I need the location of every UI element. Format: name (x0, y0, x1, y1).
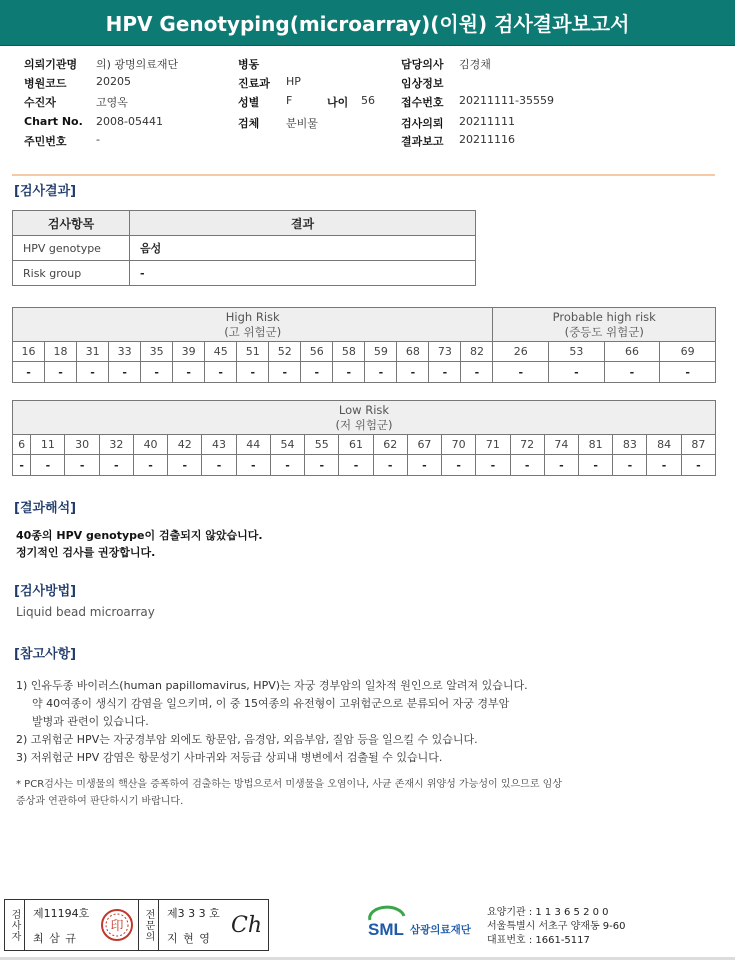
genotype-number: 6 (13, 435, 31, 455)
genotype-number: 72 (510, 435, 544, 455)
inspector-name: 최 삼 규 (33, 931, 77, 945)
probable-risk-title: Probable high risk (552, 309, 656, 324)
genotype-number: 44 (236, 435, 270, 455)
genotype-result-row (13, 455, 716, 476)
low-risk-subtitle: (저 위험군) (335, 417, 393, 432)
genotype-number: 69 (660, 342, 716, 362)
genotype-number: 31 (77, 342, 109, 362)
genotype-result: - (397, 362, 429, 383)
section-title-notes: [참고사항] (14, 647, 77, 662)
genotype-result: - (77, 362, 109, 383)
footnote-line: 증상과 연관하여 판단하시기 바랍니다. (16, 796, 184, 807)
info-row (0, 56, 735, 72)
genotype-number: 71 (476, 435, 510, 455)
genotype-number: 82 (461, 342, 493, 362)
genotype-result: - (493, 362, 549, 383)
org-code: 요양기관 : 1 1 3 6 5 2 0 0 (487, 907, 609, 918)
info-label: 결과보고 (401, 135, 444, 148)
note-item: 2) 고위험군 HPV는 자궁경부암 외에도 항문암, 음경암, 외음부암, 질암 등을 일으킬 수 있습니다. (16, 733, 478, 746)
genotype-result: - (579, 455, 613, 476)
genotype-result: - (13, 455, 31, 476)
info-label: 검사의뢰 (401, 117, 444, 130)
low-risk-table (12, 400, 716, 476)
genotype-result: - (544, 455, 578, 476)
genotype-number-row (13, 435, 716, 455)
info-row (0, 94, 735, 110)
genotype-result: - (613, 455, 647, 476)
info-label: 나이 (327, 96, 349, 109)
result-table (12, 210, 476, 286)
genotype-number: 11 (31, 435, 65, 455)
info-label: 성별 (238, 96, 260, 109)
info-label: 진료과 (238, 77, 270, 90)
genotype-result: - (429, 362, 461, 383)
info-value: 20205 (96, 75, 131, 88)
result-value: - (130, 261, 476, 286)
info-value: - (96, 133, 100, 146)
genotype-result: - (270, 455, 304, 476)
info-label: 임상정보 (401, 77, 444, 90)
probable-risk-subtitle: (중등도 위험군) (564, 324, 644, 339)
genotype-number: 33 (109, 342, 141, 362)
info-label: 담당의사 (401, 58, 444, 71)
seal-text: 印 (109, 919, 124, 934)
genotype-result: - (236, 455, 270, 476)
footnote (16, 776, 696, 810)
info-row (0, 133, 735, 149)
info-value: 의) 광명의료재단 (96, 58, 179, 71)
notes-list (16, 677, 716, 767)
genotype-result: - (45, 362, 77, 383)
info-label: 접수번호 (401, 96, 444, 109)
info-value: 김경채 (459, 58, 491, 71)
reviewer-label: 전문의 (139, 900, 159, 950)
section-divider (12, 174, 715, 176)
high-risk-table (12, 307, 716, 383)
result-item: Risk group (13, 261, 130, 286)
report-title: HPV Genotyping(microarray)(이원) 검사결과보고서 (0, 0, 735, 46)
genotype-result: - (202, 455, 236, 476)
section-title-interpretation: [결과해석] (14, 501, 77, 516)
genotype-number: 18 (45, 342, 77, 362)
logo-org-name: 삼광의료재단 (410, 924, 471, 936)
info-value: 고영옥 (96, 96, 128, 109)
genotype-number: 40 (133, 435, 167, 455)
info-label: 주민번호 (24, 135, 67, 148)
note-item: 3) 저위험군 HPV 감염은 항문성기 사마귀와 저등급 상피내 병변에서 검출될 수 있습니다. (16, 751, 443, 764)
info-value: 2008-05441 (96, 115, 163, 128)
risk-header-row (13, 401, 716, 435)
genotype-result: - (461, 362, 493, 383)
genotype-number: 16 (13, 342, 45, 362)
genotype-number: 43 (202, 435, 236, 455)
genotype-result: - (365, 362, 397, 383)
info-value: 56 (361, 94, 375, 107)
genotype-result: - (333, 362, 365, 383)
low-risk-title: Low Risk (338, 402, 390, 417)
column-header: 검사항목 (13, 211, 130, 236)
genotype-number: 56 (301, 342, 333, 362)
genotype-result: - (476, 455, 510, 476)
info-value: F (286, 94, 293, 107)
genotype-number: 32 (99, 435, 133, 455)
column-header: 결과 (130, 211, 476, 236)
info-value: 20211111-35559 (459, 94, 554, 107)
genotype-number: 81 (579, 435, 613, 455)
section-title-result: [검사결과] (14, 184, 77, 199)
genotype-result: - (31, 455, 65, 476)
genotype-result: - (237, 362, 269, 383)
genotype-number: 74 (544, 435, 578, 455)
info-label: 병동 (238, 58, 260, 71)
reviewer-number: 제3 3 3 호 (167, 906, 220, 920)
probable-risk-header (493, 308, 716, 342)
genotype-number: 67 (407, 435, 441, 455)
inspector-label: 검사자 (5, 900, 25, 950)
genotype-result: - (205, 362, 237, 383)
inspector-seal (95, 900, 139, 950)
genotype-result: - (13, 362, 45, 383)
genotype-number: 39 (173, 342, 205, 362)
section-title-method: [검사방법] (14, 584, 77, 599)
genotype-result: - (407, 455, 441, 476)
high-risk-subtitle: (고 위험군) (224, 324, 282, 339)
reviewer-info (159, 900, 225, 950)
genotype-number-row (13, 342, 716, 362)
result-value: 음성 (130, 236, 476, 261)
method-text: Liquid bead microarray (16, 605, 155, 619)
info-value: 분비물 (286, 117, 318, 130)
interpretation-text (16, 527, 263, 561)
genotype-number: 83 (613, 435, 647, 455)
footnote-line: * PCR검사는 미생물의 핵산을 증폭하여 검출하는 방법으로서 미생물을 오염이나, 사균 존재시 위양성 가능성이 있으므로 임상 (16, 779, 562, 790)
genotype-number: 35 (141, 342, 173, 362)
info-label: Chart No. (24, 115, 83, 128)
genotype-number: 68 (397, 342, 429, 362)
high-risk-header (13, 308, 493, 342)
genotype-result: - (339, 455, 373, 476)
info-label: 수진자 (24, 96, 56, 109)
result-table-header (13, 211, 476, 236)
genotype-number: 53 (549, 342, 605, 362)
info-value: 20211116 (459, 133, 515, 146)
info-label: 검체 (238, 117, 260, 130)
genotype-result: - (647, 455, 681, 476)
table-row (13, 261, 476, 286)
info-row (0, 115, 735, 131)
genotype-result: - (305, 455, 339, 476)
genotype-number: 66 (604, 342, 660, 362)
genotype-number: 73 (429, 342, 461, 362)
info-value: 20211111 (459, 115, 515, 128)
interpretation-line: 40종의 HPV genotype이 검출되지 않았습니다. (16, 529, 263, 542)
reviewer-name: 지 현 영 (167, 931, 211, 945)
bottom-divider (0, 957, 735, 960)
org-address: 서울특별시 서초구 양재동 9-60 (487, 921, 626, 932)
genotype-result: - (442, 455, 476, 476)
table-row (13, 236, 476, 261)
genotype-result: - (660, 362, 716, 383)
genotype-number: 84 (647, 435, 681, 455)
genotype-result: - (65, 455, 99, 476)
genotype-result: - (109, 362, 141, 383)
info-row (0, 75, 735, 91)
info-label: 의뢰기관명 (24, 58, 78, 71)
signature-box (4, 899, 269, 951)
organization-info (487, 906, 626, 948)
genotype-number: 87 (681, 435, 715, 455)
inspector-info (25, 900, 95, 950)
genotype-result: - (99, 455, 133, 476)
genotype-result: - (173, 362, 205, 383)
interpretation-line: 정기적인 검사를 권장합니다. (16, 546, 156, 559)
genotype-number: 42 (168, 435, 202, 455)
genotype-number: 52 (269, 342, 301, 362)
genotype-result: - (269, 362, 301, 383)
inspector-number: 제11194호 (33, 906, 90, 920)
low-risk-header (13, 401, 716, 435)
genotype-number: 61 (339, 435, 373, 455)
seal-icon (100, 908, 134, 942)
genotype-number: 51 (237, 342, 269, 362)
info-label: 병원코드 (24, 77, 67, 90)
genotype-number: 70 (442, 435, 476, 455)
genotype-result: - (604, 362, 660, 383)
genotype-number: 26 (493, 342, 549, 362)
note-item: 1) 인유두종 바이러스(human papillomavirus, HPV)는 자궁 경부암의 일차적 원인으로 알려져 있습니다. (16, 679, 528, 692)
genotype-result: - (681, 455, 715, 476)
signature-mark: Ch (230, 912, 262, 938)
genotype-number: 55 (305, 435, 339, 455)
logo-text: SML (368, 920, 404, 939)
organization-logo (366, 904, 486, 944)
genotype-number: 30 (65, 435, 99, 455)
sml-logo-icon (366, 904, 486, 944)
genotype-number: 45 (205, 342, 237, 362)
genotype-number: 59 (365, 342, 397, 362)
high-risk-title: High Risk (225, 309, 280, 324)
genotype-result: - (301, 362, 333, 383)
risk-header-row (13, 308, 716, 342)
reviewer-signature (225, 900, 268, 950)
genotype-number: 58 (333, 342, 365, 362)
genotype-number: 62 (373, 435, 407, 455)
genotype-result: - (133, 455, 167, 476)
note-item-cont: 약 40여종이 생식기 감염을 일으키며, 이 중 15여종의 유전형이 고위험군으로 분류되어 자궁 경부암 (32, 697, 510, 710)
genotype-result-row (13, 362, 716, 383)
genotype-result: - (168, 455, 202, 476)
note-item-cont: 발병과 관련이 있습니다. (32, 715, 149, 728)
genotype-result: - (141, 362, 173, 383)
genotype-result: - (549, 362, 605, 383)
genotype-result: - (373, 455, 407, 476)
genotype-result: - (510, 455, 544, 476)
info-value: HP (286, 75, 301, 88)
result-item: HPV genotype (13, 236, 130, 261)
genotype-number: 54 (270, 435, 304, 455)
org-phone: 대표번호 : 1661-5117 (487, 935, 590, 946)
